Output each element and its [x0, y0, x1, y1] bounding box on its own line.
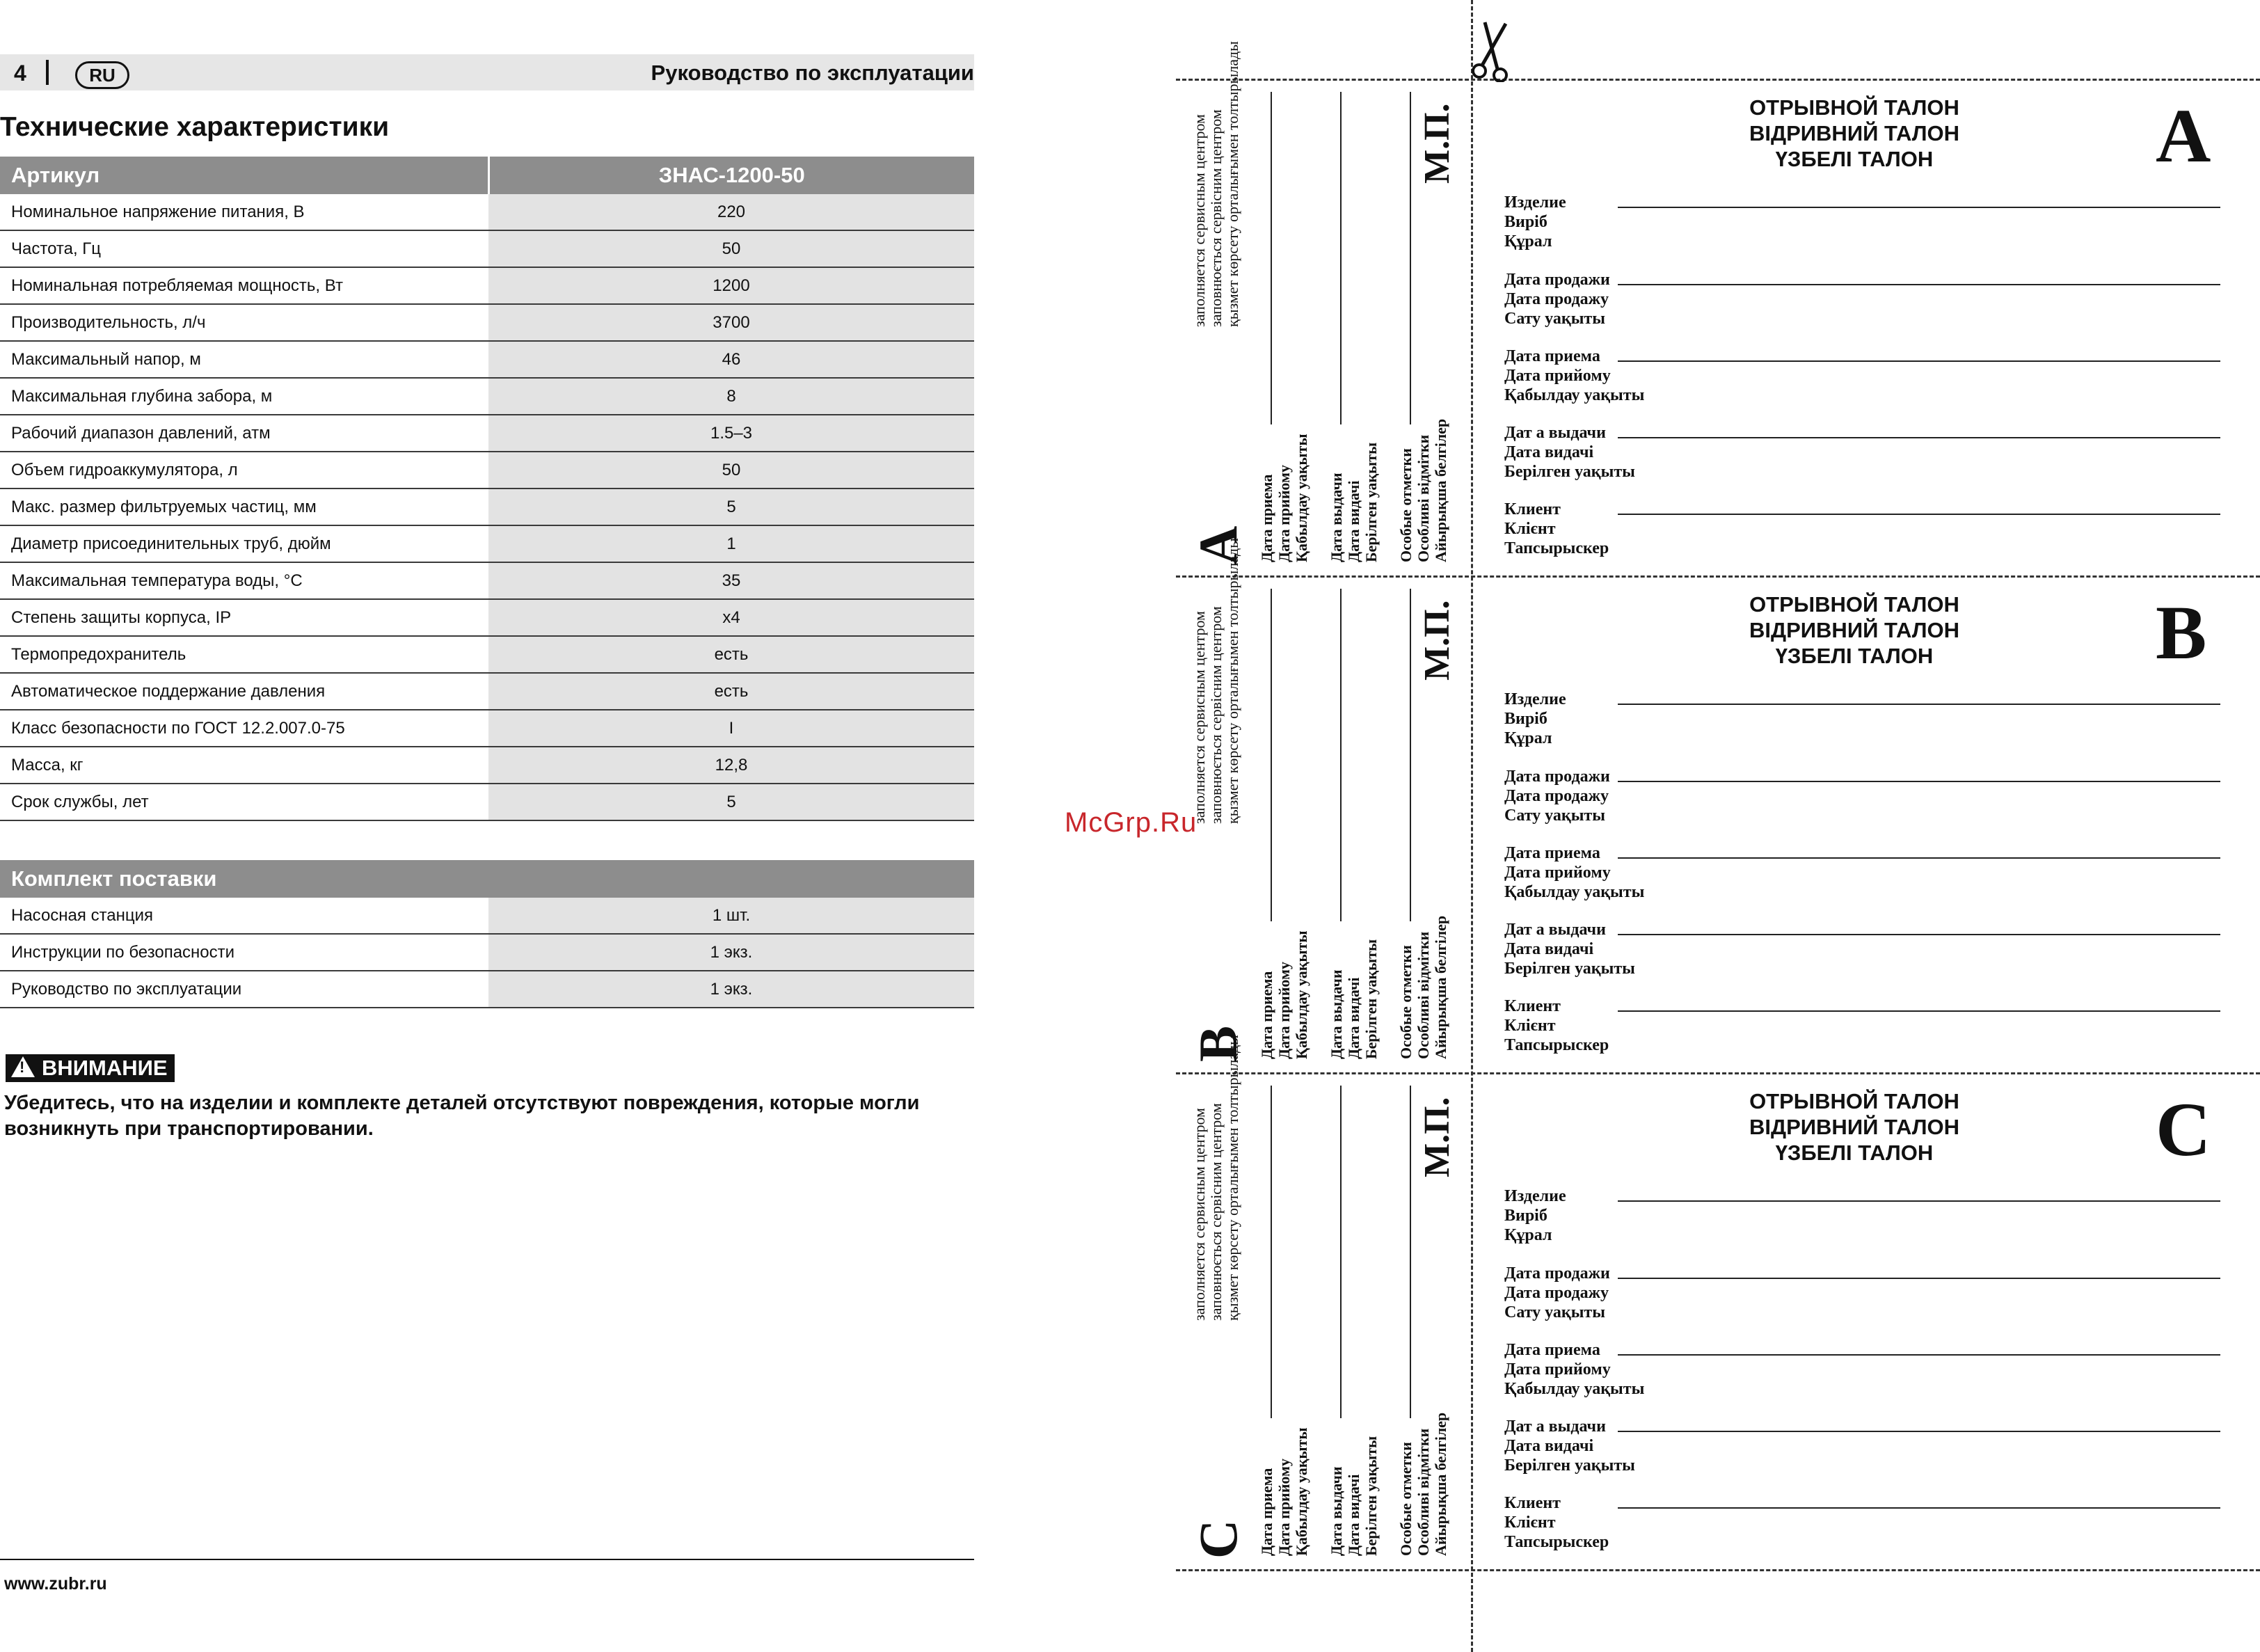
row-value: 5 — [488, 784, 974, 820]
field-line[interactable] — [1618, 284, 2220, 285]
field-label: Дата продажи Дата продажу Сату уақыты — [1504, 271, 1610, 328]
row-label: Рабочий диапазон давлений, атм — [0, 415, 488, 452]
row-value: 50 — [488, 230, 974, 267]
heading-ru: ОТРЫВНОЙ ТАЛОН — [1749, 592, 1959, 617]
stub-issue-date: Дата выдачи Дата видачі Берілген уақыты — [1328, 442, 1380, 562]
field-label: Дата приема Дата прийому Қабылдау уақыты — [1504, 844, 1645, 901]
row-label: Масса, кг — [0, 747, 488, 784]
kit-title: Комплект поставки — [0, 860, 488, 898]
stub-issue-date: Дата выдачи Дата видачі Берілген уақыты — [1328, 939, 1380, 1059]
field-label: Дата продажи Дата продажу Сату уақыты — [1504, 768, 1610, 825]
row-value: есть — [488, 673, 974, 710]
row-label: Срок службы, лет — [0, 784, 488, 820]
row-value: 220 — [488, 194, 974, 230]
row-value: 1 шт. — [488, 898, 974, 934]
field-line[interactable] — [1618, 934, 2220, 935]
stub-line[interactable] — [1410, 589, 1411, 921]
field-label: Изделие Виріб Құрал — [1504, 193, 1566, 251]
coupon-heading — [1656, 1088, 2053, 1166]
coupon-heading — [1656, 591, 2053, 669]
field-label: Изделие Виріб Құрал — [1504, 1187, 1566, 1244]
heading-ua: ВІДРИВНИЙ ТАЛОН — [1749, 618, 1959, 642]
field-line[interactable] — [1618, 1507, 2220, 1509]
row-value: 46 — [488, 341, 974, 378]
row-value: 3700 — [488, 304, 974, 341]
row-label: Термопредохранитель — [0, 636, 488, 673]
heading-ua: ВІДРИВНИЙ ТАЛОН — [1749, 1115, 1959, 1139]
stub-issue-date: Дата выдачи Дата видачі Берілген уақыты — [1328, 1436, 1380, 1556]
footer-url: www.zubr.ru — [4, 1574, 107, 1594]
row-value: 1 — [488, 525, 974, 562]
field-label: Клиент Клієнт Тапсырыскер — [1504, 500, 1609, 557]
field-line[interactable] — [1618, 704, 2220, 705]
stub-line[interactable] — [1340, 1086, 1342, 1418]
footer-divider — [0, 1559, 974, 1560]
stub-line[interactable] — [1340, 92, 1342, 424]
row-value: 8 — [488, 378, 974, 415]
warning-badge-label: ВНИМАНИЕ — [42, 1056, 168, 1080]
field-line[interactable] — [1618, 1354, 2220, 1356]
row-label: Диаметр присоединительных труб, дюйм — [0, 525, 488, 562]
row-label: Номинальное напряжение питания, В — [0, 194, 488, 230]
row-label: Объем гидроаккумулятора, л — [0, 452, 488, 489]
row-value: I — [488, 710, 974, 747]
stub-line[interactable] — [1271, 92, 1272, 424]
row-value: 1200 — [488, 267, 974, 304]
stub-receive-date: Дата приема Дата прийому Қабылдау уақыты — [1258, 930, 1310, 1059]
row-label: Насосная станция — [0, 898, 488, 934]
stub-marks: Особые отметки Особливі відмітки Айырықша белгілер — [1397, 915, 1449, 1059]
row-label: Автоматическое поддержание давления — [0, 673, 488, 710]
row-value: 1 экз. — [488, 971, 974, 1008]
stub-line[interactable] — [1271, 589, 1272, 921]
stub-service-note: заполняется сервисным центром заповнюється сервісним центром қызмет көрсету орталығымен толтырылады — [1191, 538, 1241, 824]
stub-service-note: заполняется сервисным центром заповнюється сервісним центром қызмет көрсету орталығымен толтырылады — [1191, 1035, 1241, 1321]
stub-receive-date: Дата приема Дата прийому Қабылдау уақыты — [1258, 434, 1310, 562]
stub-service-note: заполняется сервисным центром заповнюється сервісним центром қызмет көрсету орталығымен толтырылады — [1191, 41, 1241, 327]
field-line[interactable] — [1618, 781, 2220, 782]
stub-letter: B — [1188, 1025, 1248, 1062]
row-label: Максимальная глубина забора, м — [0, 378, 488, 415]
field-line[interactable] — [1618, 1200, 2220, 1202]
row-label: Частота, Гц — [0, 230, 488, 267]
heading-kz: ҮЗБЕЛІ ТАЛОН — [1775, 1141, 1934, 1165]
stamp-label: М.П. — [1417, 1097, 1457, 1177]
stamp-label: М.П. — [1417, 103, 1457, 184]
stub-receive-date: Дата приема Дата прийому Қабылдау уақыты — [1258, 1427, 1310, 1556]
coupon-letter: A — [2156, 93, 2211, 178]
row-label: Максимальная температура воды, °С — [0, 562, 488, 599]
language-badge: RU — [75, 61, 129, 89]
row-value: х4 — [488, 599, 974, 636]
coupon-c — [0, 994, 2260, 1559]
manual-title: Руководство по эксплуатации — [651, 61, 974, 85]
row-label: Номинальная потребляемая мощность, Вт — [0, 267, 488, 304]
row-value: есть — [488, 636, 974, 673]
stub-line[interactable] — [1271, 1086, 1272, 1418]
heading-ua: ВІДРИВНИЙ ТАЛОН — [1749, 121, 1959, 145]
stub-line[interactable] — [1340, 589, 1342, 921]
field-label: Дат а выдачи Дата видачі Берілген уақыты — [1504, 921, 1635, 978]
page-number: 4 — [14, 61, 26, 86]
watermark: McGrp.Ru — [1065, 807, 1197, 838]
row-value: 1.5–3 — [488, 415, 974, 452]
row-label: Инструкции по безопасности — [0, 934, 488, 971]
field-label: Дат а выдачи Дата видачі Берілген уақыты — [1504, 1417, 1635, 1475]
row-label: Класс безопасности по ГОСТ 12.2.007.0-75 — [0, 710, 488, 747]
row-label: Руководство по эксплуатации — [0, 971, 488, 1008]
coupon-letter: C — [2156, 1087, 2211, 1172]
coupon-heading — [1656, 95, 2053, 172]
row-value: 12,8 — [488, 747, 974, 784]
field-label: Дат а выдачи Дата видачі Берілген уақыты — [1504, 424, 1635, 481]
row-label: Максимальный напор, м — [0, 341, 488, 378]
stub-marks: Особые отметки Особливі відмітки Айырықша белгілер — [1397, 418, 1449, 562]
field-line[interactable] — [1618, 207, 2220, 208]
coupon-letter: B — [2156, 590, 2207, 675]
column-header-article: Артикул — [0, 157, 488, 194]
row-value: 1 экз. — [488, 934, 974, 971]
field-line[interactable] — [1618, 857, 2220, 859]
stub-letter: C — [1188, 1519, 1248, 1559]
row-label: Макс. размер фильтруемых частиц, мм — [0, 489, 488, 525]
field-line[interactable] — [1618, 1431, 2220, 1432]
field-label: Дата продажи Дата продажу Сату уақыты — [1504, 1264, 1610, 1321]
row-value: 5 — [488, 489, 974, 525]
field-line[interactable] — [1618, 360, 2220, 362]
cut-line-bottom — [1176, 1569, 2260, 1571]
field-line[interactable] — [1618, 437, 2220, 438]
row-value: 50 — [488, 452, 974, 489]
stamp-label: М.П. — [1417, 600, 1457, 681]
field-label: Клиент Клієнт Тапсырыскер — [1504, 997, 1609, 1054]
column-header-model: ЗНАС-1200-50 — [488, 157, 974, 194]
heading-ru: ОТРЫВНОЙ ТАЛОН — [1749, 95, 1959, 120]
field-label: Клиент Клієнт Тапсырыскер — [1504, 1494, 1609, 1551]
row-label: Степень защиты корпуса, IP — [0, 599, 488, 636]
heading-kz: ҮЗБЕЛІ ТАЛОН — [1775, 147, 1934, 171]
heading-ru: ОТРЫВНОЙ ТАЛОН — [1749, 1089, 1959, 1113]
heading-kz: ҮЗБЕЛІ ТАЛОН — [1775, 644, 1934, 668]
stub-line[interactable] — [1410, 1086, 1411, 1418]
field-line[interactable] — [1618, 1278, 2220, 1279]
warning-text: Убедитесь, что на изделии и комплекте деталей отсутствуют повреждения, которые могли возникнуть при транспортировании. — [4, 1092, 920, 1140]
tech-specs-title: Технические характеристики — [0, 112, 390, 142]
field-label: Изделие Виріб Құрал — [1504, 690, 1566, 747]
field-label: Дата приема Дата прийому Қабылдау уақыты — [1504, 1341, 1645, 1398]
row-value: 35 — [488, 562, 974, 599]
coupon-b — [0, 497, 2260, 1062]
stub-marks: Особые отметки Особливі відмітки Айырықша белгілер — [1397, 1412, 1449, 1556]
field-label: Дата приема Дата прийому Қабылдау уақыты — [1504, 347, 1645, 404]
stub-line[interactable] — [1410, 92, 1411, 424]
row-label: Производительность, л/ч — [0, 304, 488, 341]
stub-letter: A — [1188, 525, 1248, 565]
